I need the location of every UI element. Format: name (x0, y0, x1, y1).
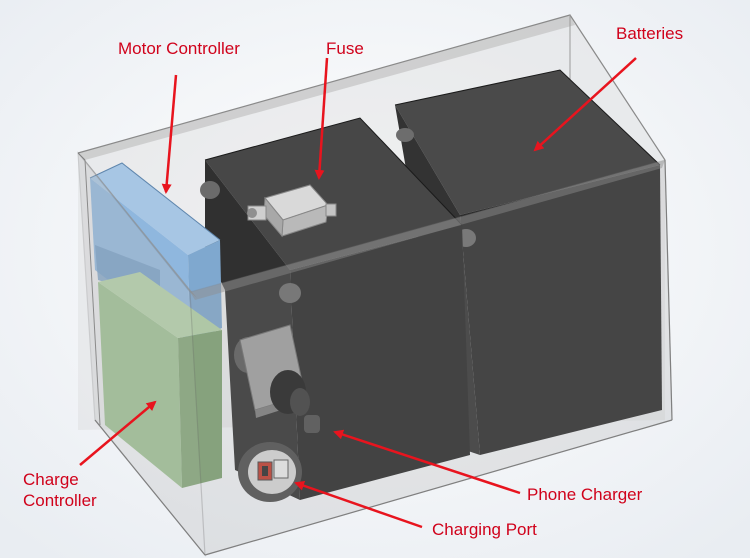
label-fuse: Fuse (326, 39, 364, 58)
label-charge-controller-line1: Charge (23, 470, 79, 489)
label-motor-controller: Motor Controller (118, 39, 240, 58)
label-charge-controller-line2: Controller (23, 491, 97, 510)
label-charge-controller (23, 469, 97, 511)
label-batteries: Batteries (616, 24, 684, 43)
label-phone-charger: Phone Charger (527, 485, 643, 504)
label-charging-port: Charging Port (432, 520, 537, 539)
